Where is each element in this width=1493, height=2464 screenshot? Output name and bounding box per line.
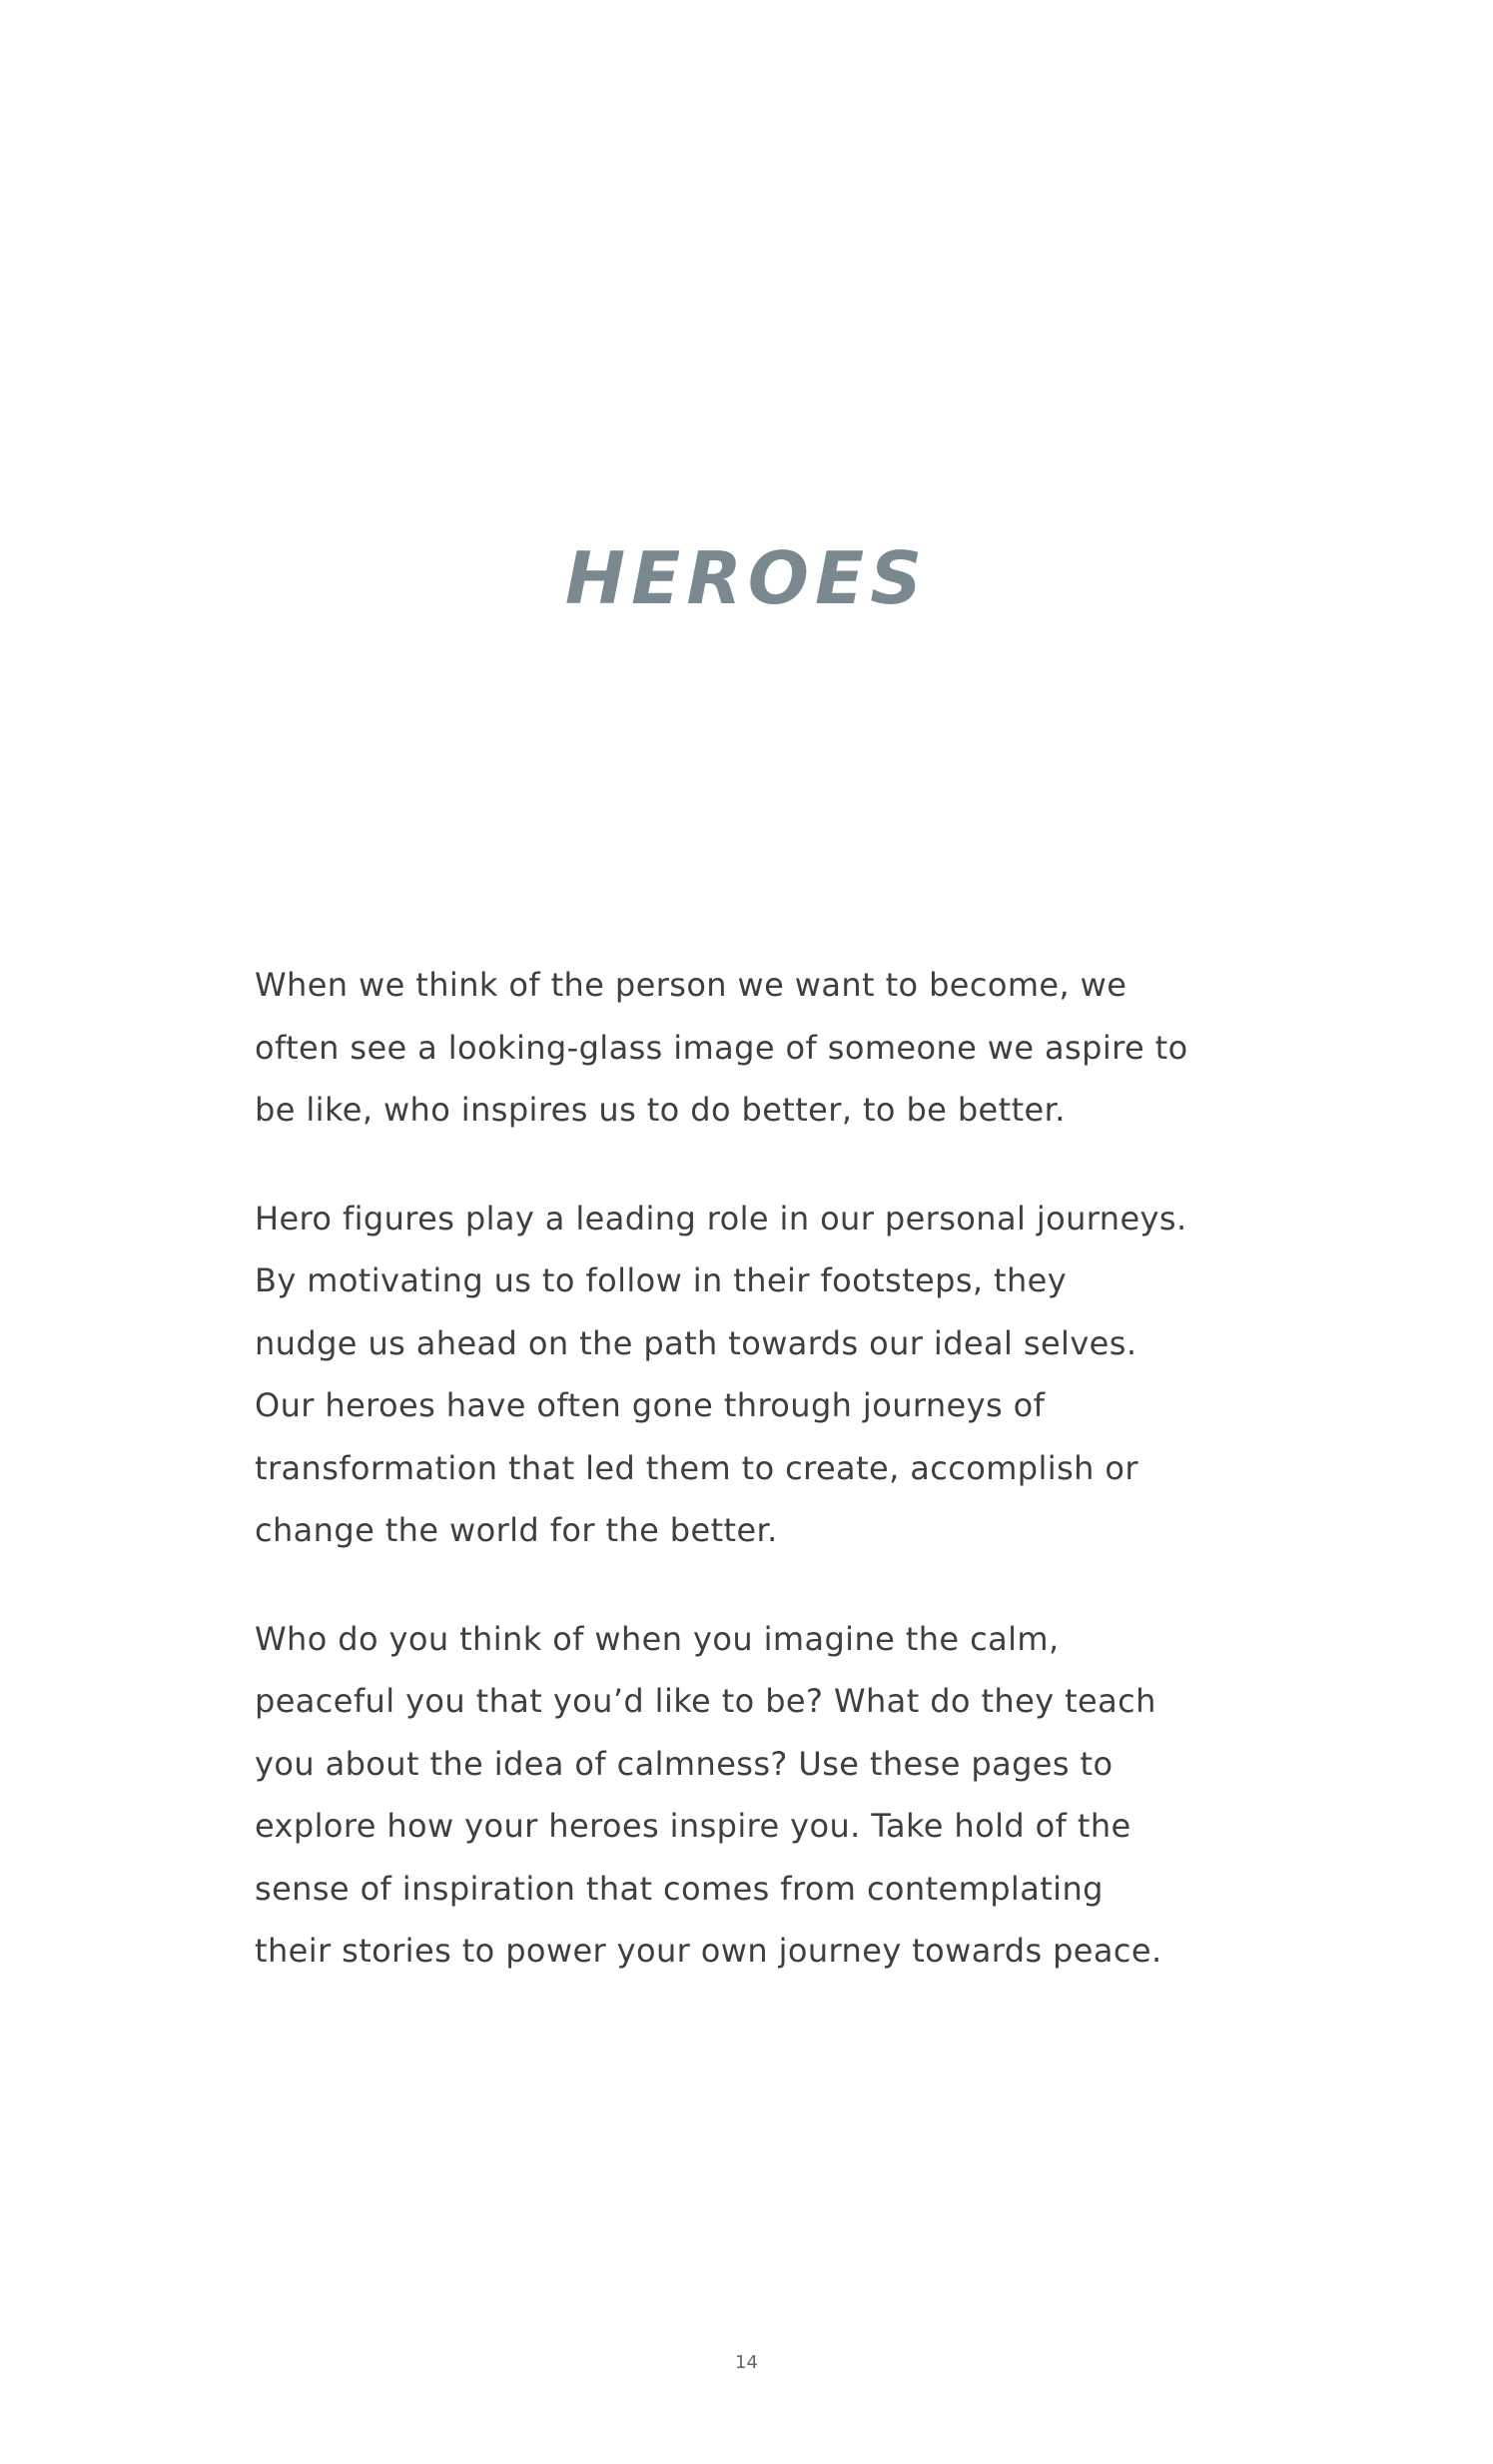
text-line: be like, who inspires us to do better, to be better. xyxy=(255,1091,1066,1129)
paragraph-3 xyxy=(255,1608,1263,1983)
text-line: transformation that led them to create, accomplish or xyxy=(255,1448,1138,1487)
text-line: explore how your heroes inspire you. Take hold of the xyxy=(255,1807,1131,1845)
text-line: Our heroes have often gone through journeys of xyxy=(255,1386,1046,1424)
text-line: you about the idea of calmness? Use these pages to xyxy=(255,1744,1114,1783)
text-line: change the world for the better. xyxy=(255,1511,778,1549)
paragraph-1 xyxy=(255,954,1263,1142)
chapter-title: HEROES xyxy=(564,536,929,621)
page-number: 14 xyxy=(735,2352,758,2373)
text-line: When we think of the person we want to become, we xyxy=(255,966,1127,1004)
text-line: their stories to power your own journey towards peace. xyxy=(255,1932,1162,1970)
paragraph-2 xyxy=(255,1188,1263,1562)
text-line: By motivating us to follow in their footsteps, they xyxy=(255,1261,1068,1299)
text-line: sense of inspiration that comes from contemplating xyxy=(255,1869,1104,1908)
text-line: peaceful you that you’d like to be? What do they teach xyxy=(255,1682,1156,1720)
text-line: often see a looking-glass image of someone we aspire to xyxy=(255,1028,1188,1067)
text-line: nudge us ahead on the path towards our ideal selves. xyxy=(255,1323,1137,1362)
text-line: Hero figures play a leading role in our personal journeys. xyxy=(255,1199,1187,1237)
text-line: Who do you think of when you imagine the calm, xyxy=(255,1619,1060,1658)
body-text xyxy=(255,954,1263,2029)
